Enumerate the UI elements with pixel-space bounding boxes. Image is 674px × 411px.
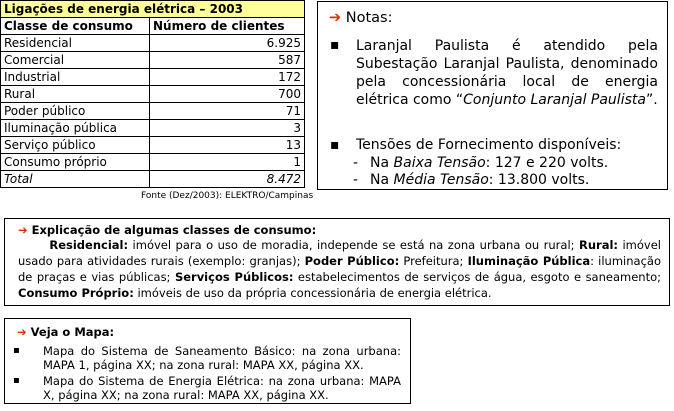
notes-subitem-medium-voltage: Na Média Tensão: 13.800 volts. — [370, 172, 590, 188]
map-heading — [17, 325, 114, 339]
row-label: Industrial — [1, 69, 150, 86]
table-row — [1, 86, 305, 103]
row-label: Poder público — [1, 103, 150, 120]
table-row — [1, 52, 305, 69]
row-value: 6.925 — [150, 35, 305, 52]
row-label: Iluminação pública — [1, 120, 150, 137]
notes-item-voltages: Tensões de Fornecimento disponíveis: — [356, 137, 622, 153]
table-row — [1, 120, 305, 137]
table-row — [1, 69, 305, 86]
row-value: 71 — [150, 103, 305, 120]
row-value: 1 — [150, 154, 305, 171]
map-title: Veja o Mapa: — [30, 325, 115, 339]
row-value: 172 — [150, 69, 305, 86]
row-label: Serviço público — [1, 137, 150, 154]
notes-subitem-low-voltage: Na Baixa Tensão: 127 e 220 volts. — [370, 155, 609, 171]
row-value: 587 — [150, 52, 305, 69]
notes-box — [317, 1, 668, 190]
bullet-icon: ▪ — [13, 375, 20, 386]
dash-icon: - — [353, 155, 359, 171]
table-row — [1, 137, 305, 154]
row-value: 700 — [150, 86, 305, 103]
notes-title: Notas: — [345, 10, 393, 26]
row-value: 13 — [150, 137, 305, 154]
total-label: Total — [1, 171, 150, 188]
row-label: Comercial — [1, 52, 150, 69]
table-row — [1, 154, 305, 171]
explanation-box — [4, 218, 670, 306]
column-header-class: Classe de consumo — [1, 18, 150, 35]
explanation-heading — [18, 223, 316, 237]
table-row — [1, 35, 305, 52]
notes-heading — [329, 10, 393, 26]
arrow-right-icon: ➔ — [17, 325, 27, 339]
map-item-energy: Mapa do Sistema de Energia Elétrica: na zona urbana: MAPA X, página XX; na zona rural: MAPA XX, página XX. — [43, 374, 401, 402]
total-row — [1, 171, 305, 188]
map-item-sanitation: Mapa do Sistema de Saneamento Básico: na zona urbana: MAPA 1, página XX; na zona rural: MAPA XX, página XX. — [43, 344, 401, 372]
arrow-right-icon: ➔ — [18, 223, 28, 237]
arrow-right-icon: ➔ — [329, 10, 342, 26]
explanation-title: Explicação de algumas classes de consumo: — [31, 223, 317, 237]
row-label: Rural — [1, 86, 150, 103]
column-header-clients: Número de clientes — [150, 18, 305, 35]
table-row — [1, 103, 305, 120]
notes-item-substation: Laranjal Paulista é atendido pela Subestação Laranjal Paulista, denominado pela concessionária local de energia elétrica como “Conjunto Laranjal Paulista”. — [356, 38, 658, 108]
table-source: Fonte (Dez/2003): ELEKTRO/Campinas — [141, 191, 314, 201]
bullet-icon: ▪ — [330, 37, 340, 53]
bullet-icon: ▪ — [13, 345, 20, 356]
bullet-icon: ▪ — [330, 137, 340, 153]
dash-icon: - — [353, 172, 359, 188]
explanation-text: Residencial: imóvel para o uso de moradia, independe se está na zona urbana ou rural; Rural: imóvel usado para atividades rurais (exemplo: granjas); Poder Público: Prefeitura; Iluminação Pública: iluminação de praças e vias públicas; Serviços Públicos: estabelecimentos de serviços de água, esgoto e saneamento; Consumo Próprio: imóveis de uso da própria concessionária de energia elétrica. — [18, 238, 662, 300]
energy-connections-table — [0, 0, 305, 188]
row-label: Consumo próprio — [1, 154, 150, 171]
row-value: 3 — [150, 120, 305, 137]
row-label: Residencial — [1, 35, 150, 52]
total-value: 8.472 — [150, 171, 305, 188]
map-box — [4, 318, 411, 404]
table-title: Ligações de energia elétrica – 2003 — [1, 1, 305, 18]
